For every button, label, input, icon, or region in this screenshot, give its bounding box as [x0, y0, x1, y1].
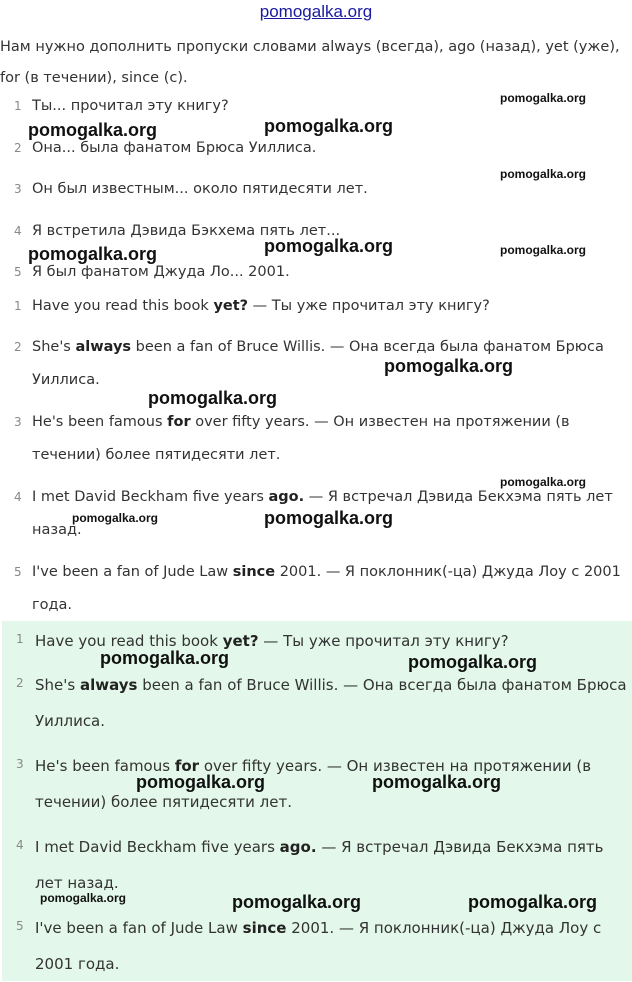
answer-text: He's been famous for over fifty years. — Он известен на протяжении (в течении) более пятидесяти лет.	[35, 757, 592, 811]
item-number: 3	[14, 415, 22, 429]
watermark: pomogalka.org	[136, 772, 266, 792]
answer-text: I met David Beckham five years ago. — Я встречал Дэвида Бекхэма пять лет назад.	[35, 838, 604, 892]
watermark: pomogalka.org	[264, 508, 394, 528]
watermark: pomogalka.org	[40, 891, 127, 905]
answer-text: I've been a fan of Jude Law since 2001. — Я поклонник(-ца) Джуда Лоу с 2001 года.	[35, 919, 602, 973]
answer-keyword: ago.	[268, 489, 305, 505]
watermark: pomogalka.org	[468, 892, 598, 912]
watermark: pomogalka.org	[232, 892, 362, 912]
answer-keyword: always	[79, 676, 138, 694]
watermark: pomogalka.org	[72, 511, 159, 525]
watermark: pomogalka.org	[100, 648, 230, 668]
watermark: pomogalka.org	[408, 652, 538, 672]
answer-keyword: for	[167, 414, 191, 430]
watermark: pomogalka.org	[500, 475, 587, 489]
answer-text: She's always been a fan of Bruce Willis. — Она всегда была фанатом Брюса Уиллиса.	[32, 339, 604, 388]
answer-keyword: since	[242, 919, 287, 937]
answer-keyword: yet?	[213, 298, 249, 314]
item-number: 1	[16, 632, 24, 646]
answer-keyword: ago.	[279, 838, 317, 856]
answer-text: I've been a fan of Jude Law since 2001. — Я поклонник(-ца) Джуда Лоу с 2001 года.	[32, 564, 621, 613]
item-number: 5	[16, 919, 24, 933]
item-number: 5	[14, 565, 22, 579]
watermark: pomogalka.org	[264, 116, 394, 136]
answer-text: She's always been a fan of Bruce Willis. — Она всегда была фанатом Брюса Уиллиса.	[35, 676, 627, 730]
item-number: 2	[14, 340, 22, 354]
answer-text: Have you read this book yet? — Ты уже прочитал эту книгу?	[35, 632, 509, 650]
answer-keyword: always	[75, 339, 132, 355]
watermark: pomogalka.org	[148, 388, 278, 408]
question-text: Она... была фанатом Брюса Уиллиса.	[32, 140, 317, 156]
watermark: pomogalka.org	[372, 772, 502, 792]
watermark: pomogalka.org	[500, 91, 587, 105]
answer-keyword: yet?	[222, 632, 259, 650]
item-number: 3	[16, 757, 24, 771]
watermark: pomogalka.org	[500, 167, 587, 181]
question-text: Ты... прочитал эту книгу?	[32, 98, 229, 114]
answer-keyword: since	[232, 564, 276, 580]
watermark: pomogalka.org	[28, 244, 158, 264]
watermark: pomogalka.org	[264, 236, 394, 256]
item-number: 1	[14, 299, 22, 313]
item-number: 5	[14, 265, 22, 279]
item-number: 4	[14, 224, 22, 238]
watermark: pomogalka.org	[28, 120, 158, 140]
site-title-link[interactable]: pomogalka.org	[259, 2, 373, 21]
question-text: Я был фанатом Джуда Ло... 2001.	[32, 264, 290, 280]
item-number: 4	[14, 490, 22, 504]
answer-text: I met David Beckham five years ago. — Я встречал Дэвида Бекхэма пять лет назад.	[32, 489, 613, 538]
item-number: 2	[14, 141, 22, 155]
answer-text: Have you read this book yet? — Ты уже прочитал эту книгу?	[32, 298, 490, 314]
intro-text: Нам нужно дополнить пропуски словами always (всегда), ago (назад), yet (уже), for (в течении), since (с).	[0, 39, 620, 86]
item-number: 2	[16, 676, 24, 690]
item-number: 3	[14, 182, 22, 196]
answer-text: He's been famous for over fifty years. — Он известен на протяжении (в течении) более пятидесяти лет.	[32, 414, 570, 463]
item-number: 4	[16, 838, 24, 852]
question-text: Он был известным... около пятидесяти лет.	[32, 181, 368, 197]
question-text: Я встретила Дэвида Бэкхема пять лет...	[32, 223, 341, 239]
watermark: pomogalka.org	[384, 356, 514, 376]
answer-keyword: for	[174, 757, 200, 775]
item-number: 1	[14, 99, 22, 113]
watermark: pomogalka.org	[500, 243, 587, 257]
